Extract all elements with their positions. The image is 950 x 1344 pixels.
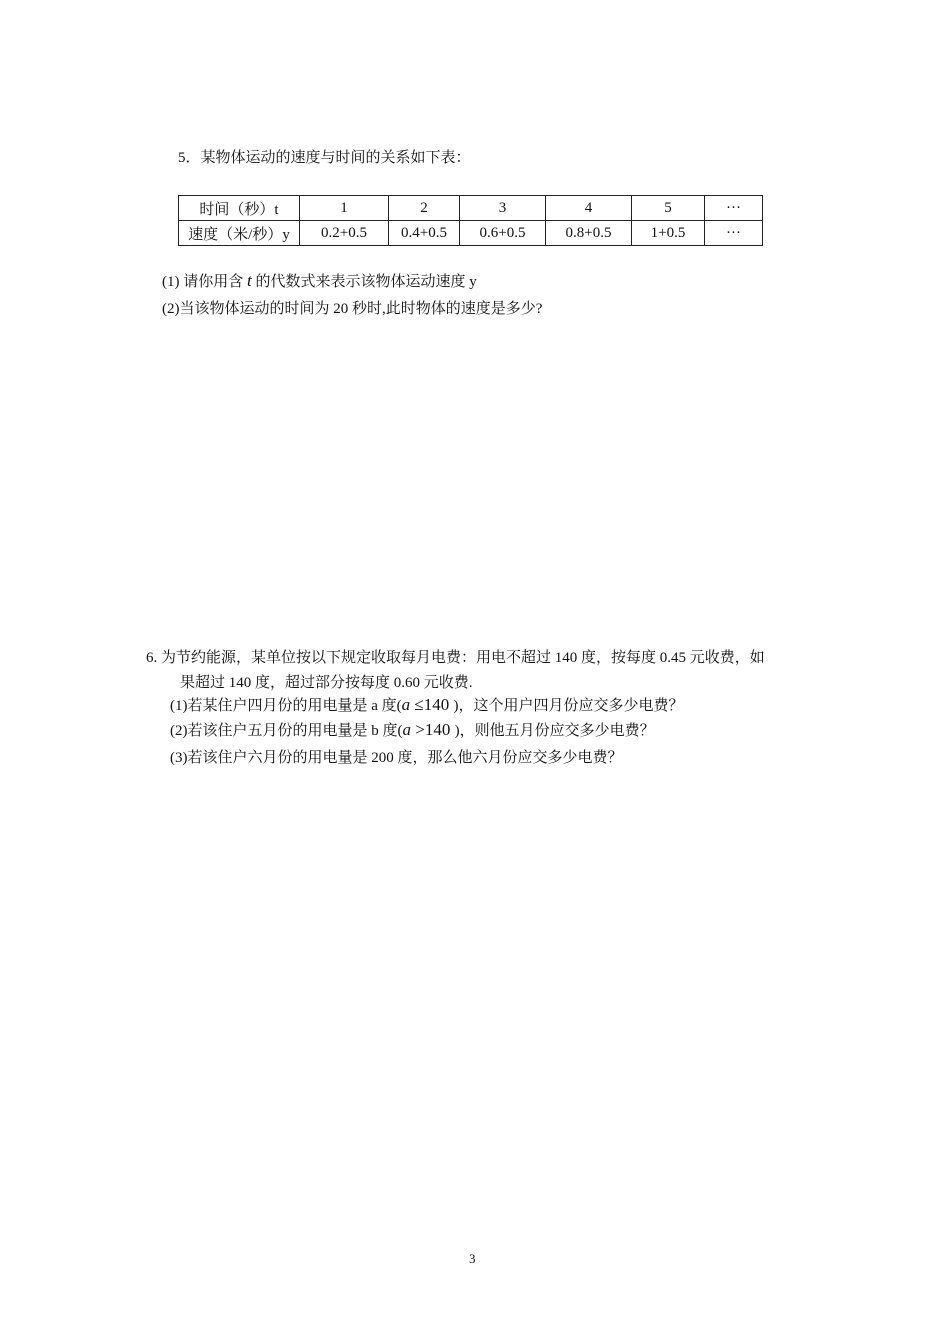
question-5-title: 5．某物体运动的速度与时间的关系如下表： [178, 150, 471, 166]
question-5-part-2: (2)当该物体运动的时间为 20 秒时,此时物体的速度是多少? [162, 301, 543, 317]
text-segment: 的代数式来表示该物体运动速度 y [251, 274, 477, 290]
text-segment: )，则他五月份应交多少电费？ [454, 723, 655, 739]
table-cell: 0.4+0.5 [389, 221, 460, 246]
speed-time-table [178, 195, 763, 246]
table-row-time [179, 196, 763, 221]
question-6-part-2 [170, 720, 655, 741]
text-segment: (1) 请你用含 [162, 274, 247, 290]
text-segment: )，这个用户四月份应交多少电费？ [453, 698, 684, 714]
question-5-part-1 [162, 271, 477, 292]
table-cell: 速度（米/秒）y [179, 221, 300, 246]
page-number: 3 [469, 1251, 476, 1266]
text-segment: (1)若某住户四月份的用电量是 a 度( [170, 698, 402, 714]
table-cell: ··· [705, 221, 763, 246]
text-segment: (2)若该住户五月份的用电量是 b 度( [170, 723, 403, 739]
math-condition: >140 [411, 720, 455, 739]
table-cell: 1+0.5 [632, 221, 705, 246]
table-cell: 0.2+0.5 [300, 221, 389, 246]
question-6-part-3: (3)若该住户六月份的用电量是 200 度，那么他六月份应交多少电费？ [170, 750, 623, 766]
table-cell: 时间（秒）t [179, 196, 300, 221]
question-6-text-line-1: 6. 为节约能源，某单位按以下规定收取每月电费：用电不超过 140 度，按每度 0.45 元收费，如 [146, 650, 765, 666]
table-cell: 0.8+0.5 [546, 221, 632, 246]
table-cell: 0.6+0.5 [460, 221, 546, 246]
math-variable: t [247, 271, 252, 290]
table-cell: 5 [632, 196, 705, 221]
table-cell: 2 [389, 196, 460, 221]
question-6-part-1 [170, 695, 684, 716]
math-variable: a [402, 720, 411, 739]
question-6-text-line-2: 果超过 140 度，超过部分按每度 0.60 元收费. [180, 675, 473, 691]
math-condition: ≤140 [410, 695, 454, 714]
table-row-speed [179, 221, 763, 246]
math-variable: a [401, 695, 411, 714]
table-cell: 1 [300, 196, 389, 221]
table-cell: 3 [460, 196, 546, 221]
table-cell: ··· [705, 196, 763, 221]
table-cell: 4 [546, 196, 632, 221]
